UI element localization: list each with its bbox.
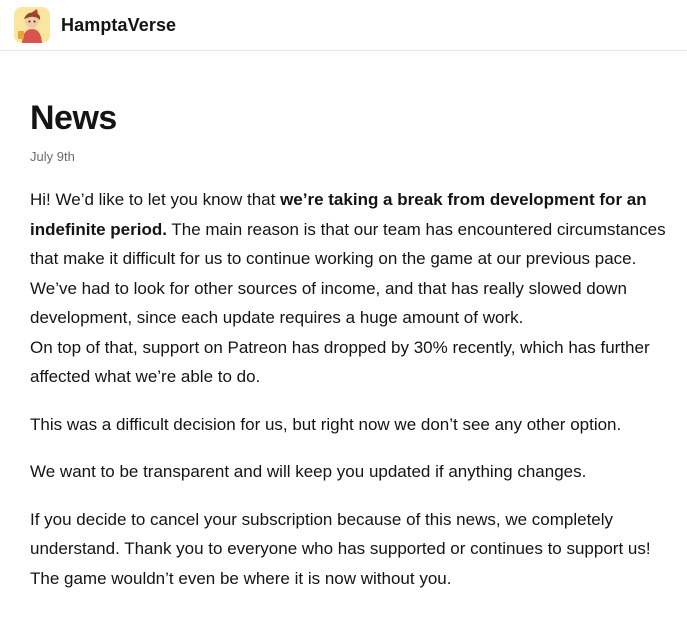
paragraph-decision: This was a difficult decision for us, but right now we don’t see any other option. xyxy=(30,414,622,434)
paragraph-patreon: On top of that, support on Patreon has dropped by 30% recently, which has further affected what we’re able to do. xyxy=(30,337,650,386)
paragraph-intro xyxy=(30,185,670,333)
paragraph-transparency: We want to be transparent and will keep you updated if anything changes. xyxy=(30,462,587,481)
post-body xyxy=(30,185,670,593)
creator-avatar[interactable] xyxy=(14,7,50,43)
top-bar xyxy=(0,0,687,51)
paragraph-intro-rest: The main reason is that our team has encountered circumstances that make it difficult for us to continue working on the game at our previous pace. We’ve had to look for other sources of income, and that has really slowed down development, since each update requires a huge amount of work. xyxy=(30,219,666,327)
post-title: News xyxy=(30,99,117,137)
avatar-illustration-icon xyxy=(14,7,50,43)
paragraph-thanks: If you decide to cancel your subscription because of this news, we completely understand. Thank you to everyone who has supported or continues to support us! The game wouldn’t even be where it is now without you. xyxy=(30,509,651,588)
post-content xyxy=(30,98,670,593)
paragraph-intro-start: Hi! We’d like to let you know that xyxy=(30,190,281,209)
brand-name[interactable]: HamptaVerse xyxy=(61,15,177,35)
post-date: July 9th xyxy=(30,149,75,164)
paragraph-intro-bold: we’re taking a break from development for an indefinite period. xyxy=(30,190,647,239)
